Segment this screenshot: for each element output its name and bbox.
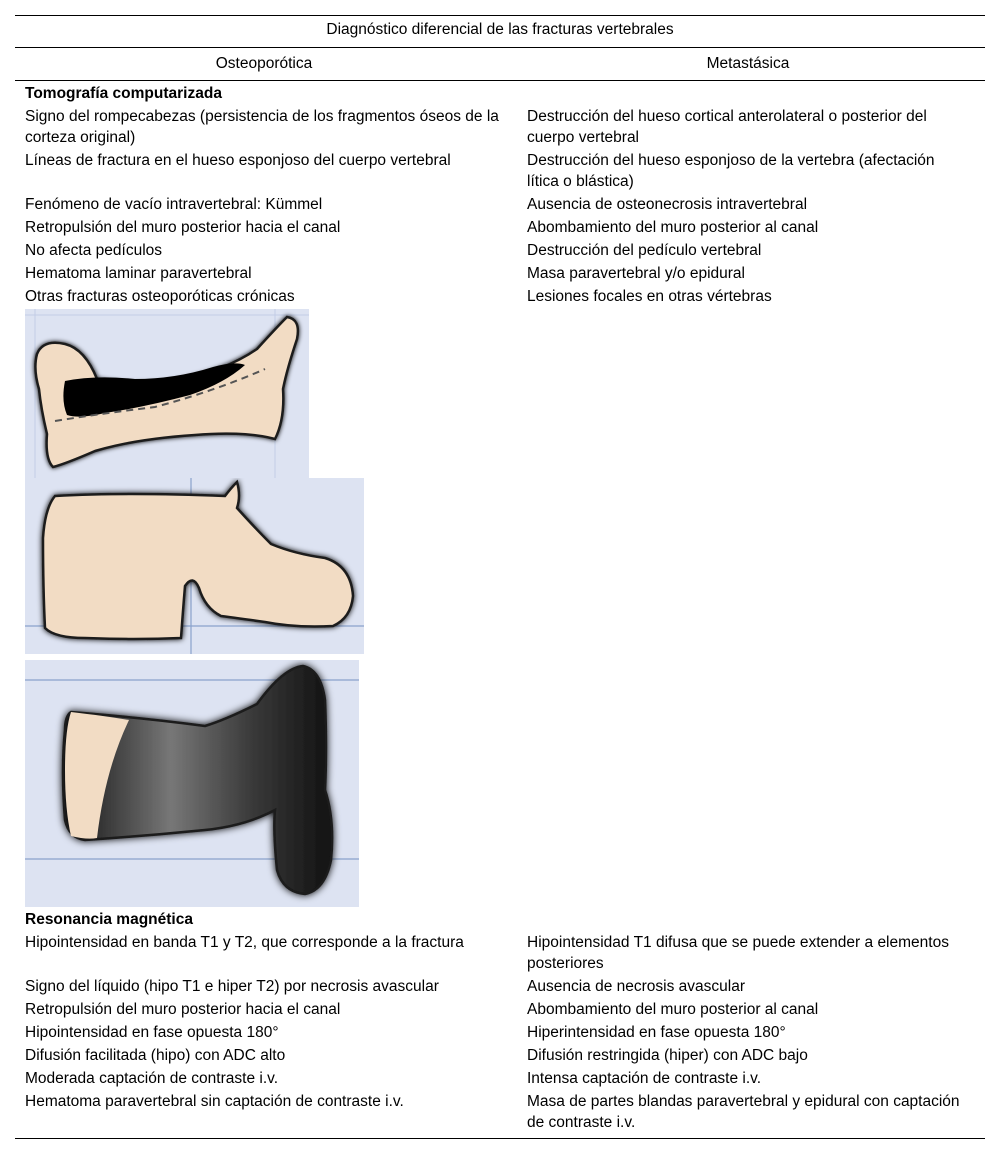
table-cell: Moderada captación de contraste i.v. xyxy=(25,1070,279,1087)
vertebra-vacuum-illustration xyxy=(25,309,309,478)
vertebra-hypointense-illustration xyxy=(25,660,359,907)
table-cell: Líneas de fractura en el hueso esponjoso del cuerpo vertebral xyxy=(25,152,451,169)
table-cell: Otras fracturas osteoporóticas crónicas xyxy=(25,288,295,305)
table-cell: Signo del líquido (hipo T1 e hiper T2) por necrosis avascular xyxy=(25,978,439,995)
table-cell: Hipointensidad en banda T1 y T2, que corresponde a la fractura xyxy=(25,934,464,951)
table-cell: No afecta pedículos xyxy=(25,242,163,259)
vertebra-posterior-illustration xyxy=(25,478,364,654)
table-cell: Ausencia de osteonecrosis intravertebral xyxy=(527,196,808,213)
table-cell: Destrucción del hueso cortical anterolateral o posterior del cuerpo vertebral xyxy=(527,108,927,146)
table-cell: Destrucción del hueso esponjoso de la vertebra (afectación lítica o blástica) xyxy=(527,152,935,190)
table-cell: Retropulsión del muro posterior hacia el canal xyxy=(25,219,341,236)
table-cell: Hiperintensidad en fase opuesta 180° xyxy=(527,1024,786,1041)
table-cell: Difusión restringida (hiper) con ADC bajo xyxy=(527,1047,808,1064)
table-cell: Masa paravertebral y/o epidural xyxy=(527,265,745,282)
column-header-metastatic: Metastásica xyxy=(706,55,790,72)
title-rule xyxy=(15,47,985,48)
table-cell: Fenómeno de vacío intravertebral: Kümmel xyxy=(25,196,323,213)
table-cell: Difusión facilitada (hipo) con ADC alto xyxy=(25,1047,286,1064)
table-cell: Abombamiento del muro posterior al canal xyxy=(527,219,819,236)
table-cell: Intensa captación de contraste i.v. xyxy=(527,1070,762,1087)
table-cell: Signo del rompecabezas (persistencia de los fragmentos óseos de la corteza original) xyxy=(25,108,499,146)
table-cell: Retropulsión del muro posterior hacia el canal xyxy=(25,1001,341,1018)
section-heading-mr: Resonancia magnética xyxy=(25,911,193,928)
table-cell: Destrucción del pedículo vertebral xyxy=(527,242,762,259)
table-cell: Lesiones focales en otras vértebras xyxy=(527,288,772,305)
table-cell: Hematoma paravertebral sin captación de contraste i.v. xyxy=(25,1093,404,1110)
header-rule xyxy=(15,80,985,81)
top-rule xyxy=(15,15,985,16)
table-cell: Abombamiento del muro posterior al canal xyxy=(527,1001,819,1018)
table-cell: Ausencia de necrosis avascular xyxy=(527,978,745,995)
table-cell: Hipointensidad en fase opuesta 180° xyxy=(25,1024,279,1041)
table-cell: Hematoma laminar paravertebral xyxy=(25,265,252,282)
table-cell: Hipointensidad T1 difusa que se puede extender a elementos posteriores xyxy=(527,934,949,972)
table-title: Diagnóstico diferencial de las fracturas vertebrales xyxy=(326,21,674,38)
bottom-rule xyxy=(15,1138,985,1139)
table-cell: Masa de partes blandas paravertebral y epidural con captación de contraste i.v. xyxy=(527,1093,960,1131)
column-header-osteoporotic: Osteoporótica xyxy=(215,55,313,72)
section-heading-ct: Tomografía computarizada xyxy=(25,85,222,102)
